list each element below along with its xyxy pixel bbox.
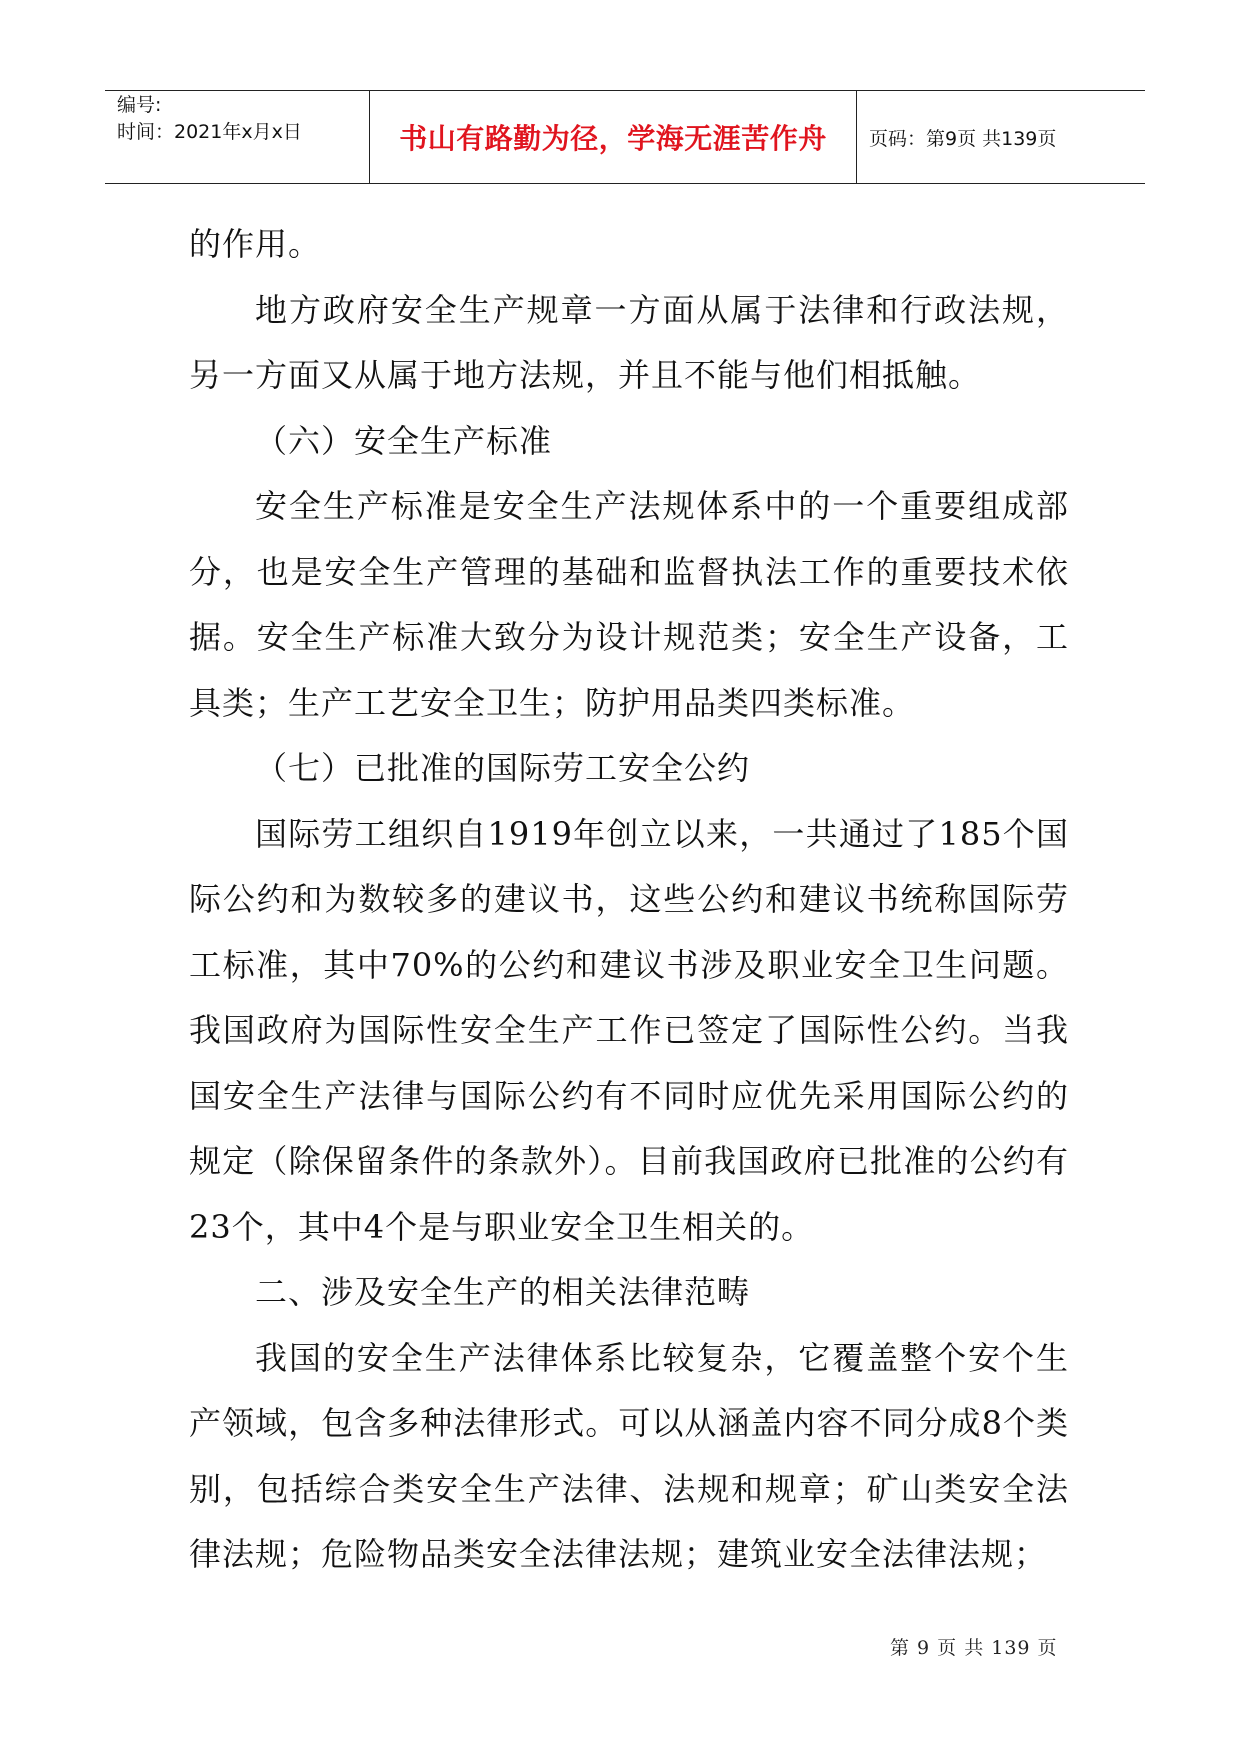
document-body xyxy=(189,212,1069,1588)
body-paragraph: 安全生产标准是安全生产法规体系中的一个重要组成部分，也是安全生产管理的基础和监督执法工作的重要技术依据。安全生产标准大致分为设计规范类；安全生产设备，工具类；生产工艺安全卫生；防护用品类四类标准。 xyxy=(189,487,1069,722)
header-page-cell xyxy=(857,91,1145,183)
header-motto: 书山有路勤为径，学海无涯苦作舟 xyxy=(399,122,827,155)
header-page-info: 页码：第9页 共139页 xyxy=(869,127,1057,150)
document-time-label: 时间：2021年x月x日 xyxy=(117,121,302,143)
body-paragraph: 国际劳工组织自1919年创立以来，一共通过了185个国际公约和为数较多的建议书，这些公约和建议书统称国际劳工标准，其中70%的公约和建议书涉及职业安全卫生问题。我国政府为国际性安全生产工作已签定了国际性公约。当我国安全生产法律与国际公约有不同时应优先采用国际公约的规定（除保留条件的条款外）。目前我国政府已批准的公约有23个，其中4个是与职业安全卫生相关的。 xyxy=(189,814,1069,1246)
section-heading: 二、涉及安全生产的相关法律范畴 xyxy=(255,1273,751,1311)
section-heading: （六）安全生产标准 xyxy=(255,421,553,460)
footer-page-number: 第 9 页 共 139 页 xyxy=(890,1637,1058,1659)
document-header xyxy=(105,90,1145,184)
body-paragraph: 地方政府安全生产规章一方面从属于法律和行政法规，另一方面又从属于地方法规，并且不能与他们相抵触。 xyxy=(189,290,1069,394)
section-heading: （七）已批准的国际劳工安全公约 xyxy=(255,749,751,787)
body-paragraph: 的作用。 xyxy=(189,225,322,263)
page-footer xyxy=(890,1633,1058,1660)
document-code-label: 编号: xyxy=(117,94,162,116)
body-paragraph: 我国的安全生产法律体系比较复杂，它覆盖整个安个生产领域，包含多种法律形式。可以从涵盖内容不同分成8个类别，包括综合类安全生产法律、法规和规章；矿山类安全法律法规；危险物品类安全法律法规；建筑业安全法律法规； xyxy=(189,1338,1069,1573)
header-motto-cell xyxy=(369,91,857,183)
header-meta-cell xyxy=(105,91,369,183)
